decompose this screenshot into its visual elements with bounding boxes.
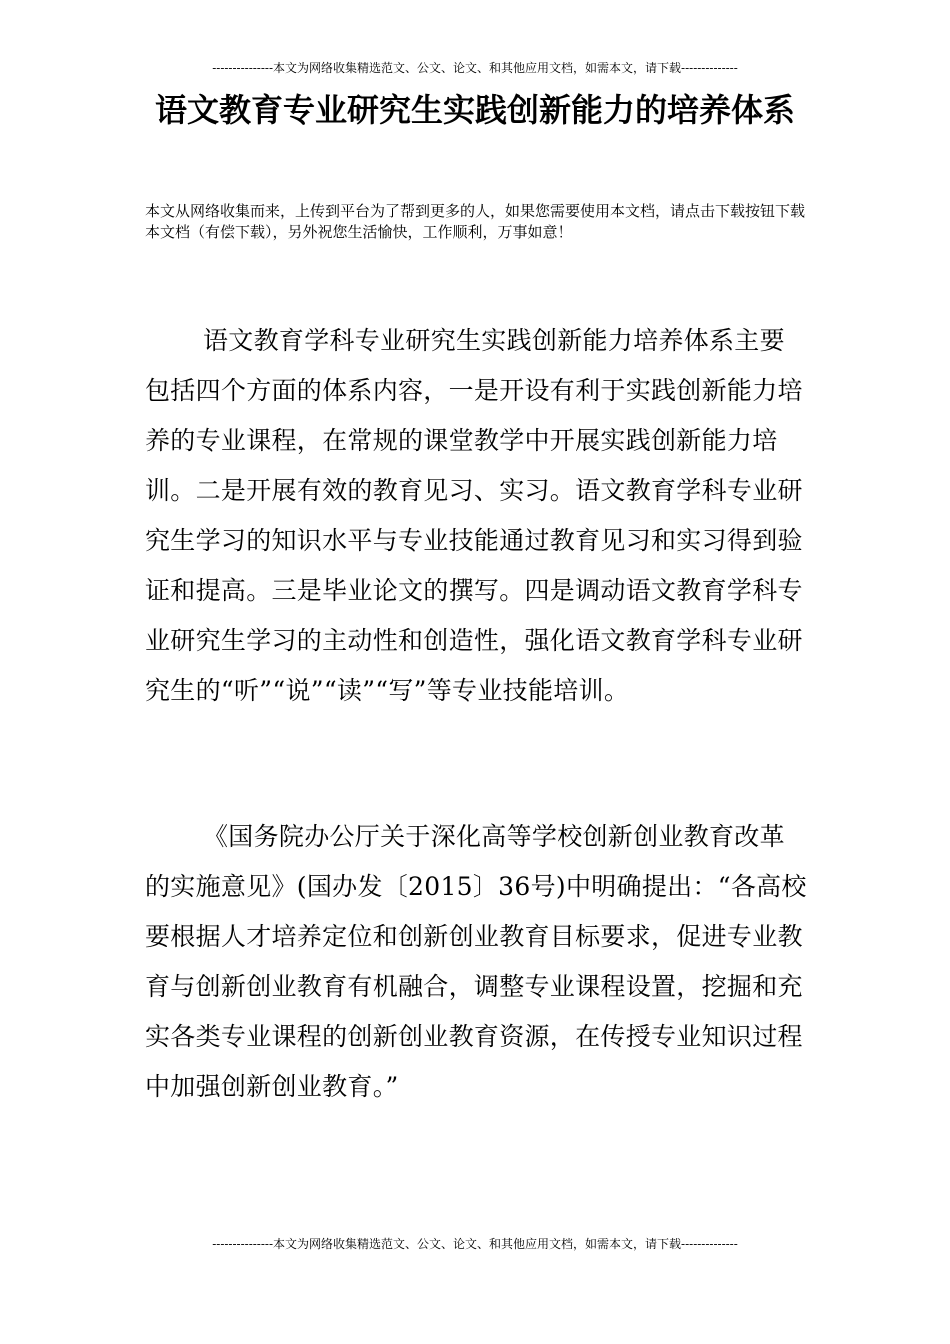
document-title: 语文教育专业研究生实践创新能力的培养体系 xyxy=(154,91,795,129)
header-banner: ---------------本文为网络收集精选范文、公文、论文、和其他应用文档，如需本文，请下载-------------- xyxy=(212,61,738,75)
footer-banner: ---------------本文为网络收集精选范文、公文、论文、和其他应用文档，如需本文，请下载-------------- xyxy=(212,1237,738,1251)
body-paragraph-1: 语文教育学科专业研究生实践创新能力培养体系主要包括四个方面的体系内容，一是开设有利于实践创新能力培养的专业课程，在常规的课堂教学中开展实践创新能力培训。二是开展有效的教育见习、实习。语文教育学科专业研究生学习的知识水平与专业技能通过教育见习和实习得到验证和提高。三是毕业论文的撰写。四是调动语文教育学科专业研究生学习的主动性和创造性，强化语文教育学科专业研究生的“听”“说”“读”“写”等专业技能培训。 xyxy=(145,326,803,705)
download-notice: 本文从网络收集而来，上传到平台为了帮到更多的人，如果您需要使用本文档，请点击下载按钮下载本文档（有偿下载），另外祝您生活愉快，工作顺利，万事如意！ xyxy=(145,202,806,241)
body-paragraph-2: 《国务院办公厅关于深化高等学校创新创业教育改革的实施意见》(国办发〔2015〕36号)中明确提出：“各高校要根据人才培养定位和创新创业教育目标要求，促进专业教育与创新创业教育有机融合，调整专业课程设置，挖掘和充实各类专业课程的创新创业教育资源，在传授专业知识过程中加强创新创业教育。” xyxy=(145,822,807,1101)
